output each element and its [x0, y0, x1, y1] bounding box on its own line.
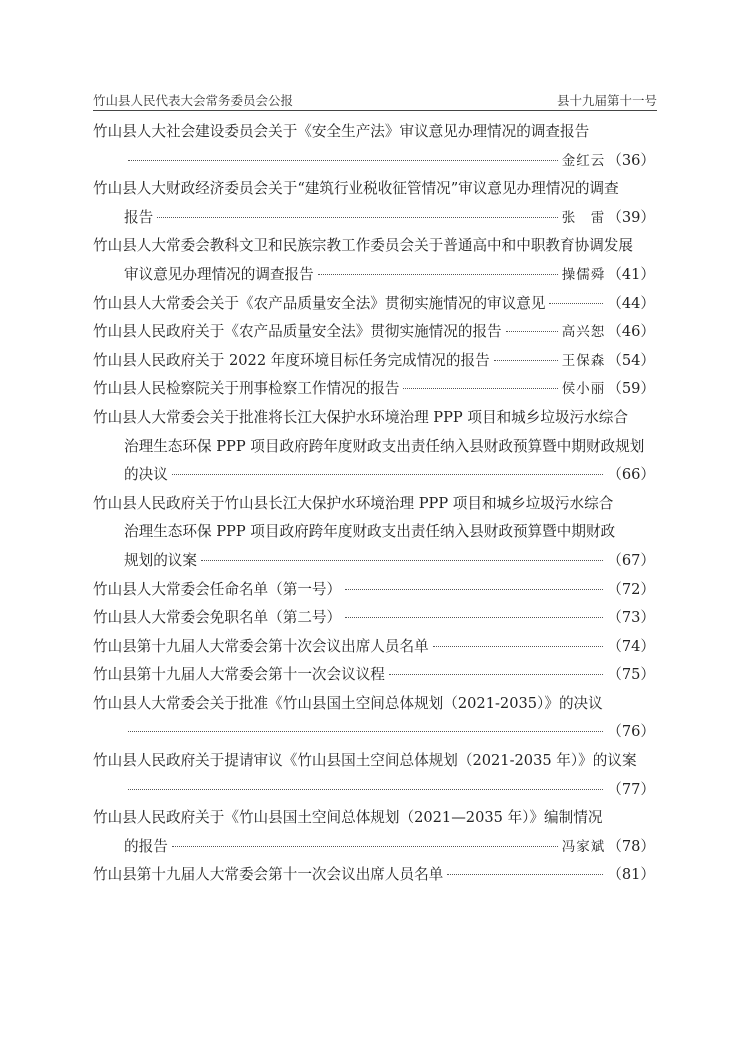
dot-leader [128, 731, 603, 732]
dot-leader [201, 560, 603, 561]
toc-entry [93, 490, 655, 576]
toc-entry [93, 633, 655, 662]
dot-leader [318, 274, 558, 275]
toc-entry-page-number: （67） [607, 551, 655, 569]
toc-entry-leader-line [93, 547, 655, 576]
toc-entry-page-number: （46） [607, 323, 655, 341]
toc-entry-leader-line [93, 318, 655, 347]
dot-leader [549, 303, 603, 304]
toc-entry-author: 金红云 [561, 152, 606, 169]
toc-entry-title-line: 竹山县人大常委会关于批准将长江大保护水环境治理 PPP 项目和城乡垃圾污水综合 [93, 408, 628, 426]
toc-entry-leader-line [93, 461, 655, 490]
toc-entry [93, 604, 655, 633]
toc-entry-title-tail: 的报告 [124, 837, 168, 855]
toc-entry-page-number: （36） [607, 151, 655, 169]
header-issue-number: 县十九届第十一号 [556, 93, 657, 108]
toc-entry-title-line: 竹山县人大社会建设委员会关于《安全生产法》审议意见办理情况的调查报告 [93, 123, 590, 140]
toc-entry [93, 404, 655, 490]
toc-entry [93, 318, 655, 347]
dot-leader [506, 331, 558, 332]
toc-entry-title-tail: 竹山县第十九届人大常委会第十次会议出席人员名单 [93, 637, 429, 655]
toc-entry-page-number: （66） [607, 466, 655, 484]
toc-entry-leader-line [93, 604, 655, 633]
toc-entry-author: 张 雷 [561, 209, 606, 226]
toc-entry-author: 冯家斌 [561, 838, 606, 855]
dot-leader [128, 160, 558, 161]
toc-entry-title-line: 竹山县人大财政经济委员会关于“建筑行业税收征管情况”审议意见办理情况的调查 [93, 180, 619, 198]
toc-entry-title-line: 竹山县人大常委会教科文卫和民族宗教工作委员会关于普通高中和中职教育协调发展 [93, 237, 633, 255]
toc-entry-leader-line [93, 204, 655, 233]
toc-entry-page-number: （59） [607, 380, 655, 398]
toc-entry-title-line: 治理生态环保 PPP 项目政府跨年度财政支出责任纳入县财政预算暨中期财政 [124, 523, 616, 541]
toc-entry-title-tail: 的决议 [124, 466, 168, 484]
toc-entry-leader-line [93, 718, 655, 747]
toc-entry-leader-line [93, 290, 655, 319]
toc-entry [93, 375, 655, 404]
toc-entry-leader-line [93, 147, 655, 176]
header-publication-title: 竹山县人民代表大会常务委员会公报 [93, 93, 294, 108]
toc-entry-title-line: 竹山县人民政府关于竹山县长江大保护水环境治理 PPP 项目和城乡垃圾污水综合 [93, 494, 614, 512]
toc-entry-leader-line [93, 776, 655, 805]
toc-entry-title-tail: 竹山县人大常委会免职名单（第二号） [93, 609, 342, 627]
dot-leader [172, 474, 603, 475]
toc-entry [93, 661, 655, 690]
toc-entry-title-line: 竹山县人大常委会关于批准《竹山县国土空间总体规划（2021-2035）》的决议 [93, 694, 603, 712]
toc-entry-title-line: 竹山县人民政府关于《竹山县国土空间总体规划（2021—2035 年）》编制情况 [93, 809, 603, 827]
toc-entry-page-number: （54） [607, 351, 655, 369]
toc-entry-page-number: （78） [607, 837, 655, 855]
toc-entry-page-number: （74） [607, 637, 655, 655]
toc-entry-page-number: （73） [607, 609, 655, 627]
toc-entry [93, 804, 655, 861]
table-of-contents [93, 118, 655, 890]
toc-entry-title-tail: 竹山县人大常委会关于《农产品质量安全法》贯彻实施情况的审议意见 [93, 294, 546, 312]
toc-entry-page-number: （41） [607, 265, 655, 283]
toc-entry-author: 侯小丽 [561, 381, 606, 398]
toc-entry-title-tail: 竹山县人民政府关于《农产品质量安全法》贯彻实施情况的报告 [93, 323, 502, 341]
dot-leader [403, 388, 557, 389]
dot-leader [494, 360, 558, 361]
dot-leader [447, 874, 603, 875]
toc-entry-author: 王保森 [561, 352, 606, 369]
toc-entry [93, 232, 655, 289]
toc-entry-title-line: 竹山县人民政府关于提请审议《竹山县国土空间总体规划（2021-2035 年）》的议案 [93, 752, 637, 770]
toc-entry [93, 690, 655, 747]
toc-entry-author: 高兴恕 [561, 324, 606, 341]
page-header [93, 85, 657, 109]
toc-entry-page-number: （77） [607, 780, 655, 798]
toc-entry-page-number: （76） [607, 723, 655, 741]
dot-leader [345, 589, 603, 590]
dot-leader [433, 646, 604, 647]
toc-entry-title-tail: 竹山县第十九届人大常委会第十一次会议出席人员名单 [93, 866, 444, 884]
toc-entry-leader-line [93, 861, 655, 890]
toc-entry-title-tail: 竹山县人民政府关于 2022 年度环境目标任务完成情况的报告 [93, 351, 490, 369]
toc-entry-leader-line [93, 833, 655, 862]
dot-leader [345, 617, 603, 618]
toc-entry-leader-line [93, 633, 655, 662]
toc-entry [93, 747, 655, 804]
dot-leader [157, 217, 558, 218]
toc-entry-leader-line [93, 661, 655, 690]
toc-entry-title-tail: 规划的议案 [124, 551, 197, 569]
toc-entry [93, 861, 655, 890]
header-divider [93, 110, 657, 111]
toc-entry-title-tail: 报告 [124, 208, 154, 226]
toc-entry-leader-line [93, 375, 655, 404]
dot-leader [128, 789, 603, 790]
toc-entry-page-number: （81） [607, 866, 655, 884]
toc-entry-title-tail: 竹山县人民检察院关于刑事检察工作情况的报告 [93, 380, 400, 398]
toc-entry [93, 118, 655, 175]
toc-entry-title-tail: 竹山县第十九届人大常委会第十一次会议议程 [93, 666, 385, 684]
toc-entry-title-tail: 竹山县人大常委会任命名单（第一号） [93, 580, 342, 598]
toc-entry-title-tail: 审议意见办理情况的调查报告 [124, 265, 314, 283]
toc-entry [93, 347, 655, 376]
toc-entry-page-number: （44） [607, 294, 655, 312]
toc-entry [93, 290, 655, 319]
toc-entry-leader-line [93, 261, 655, 290]
toc-entry [93, 576, 655, 605]
toc-entry-author: 操儒舜 [561, 266, 606, 283]
dot-leader [389, 674, 603, 675]
dot-leader [172, 846, 558, 847]
toc-entry-leader-line [93, 347, 655, 376]
toc-entry [93, 175, 655, 232]
toc-entry-title-line: 治理生态环保 PPP 项目政府跨年度财政支出责任纳入县财政预算暨中期财政规划 [124, 437, 645, 455]
toc-entry-leader-line [93, 576, 655, 605]
toc-entry-page-number: （72） [607, 580, 655, 598]
toc-entry-page-number: （39） [607, 208, 655, 226]
toc-entry-page-number: （75） [607, 666, 655, 684]
